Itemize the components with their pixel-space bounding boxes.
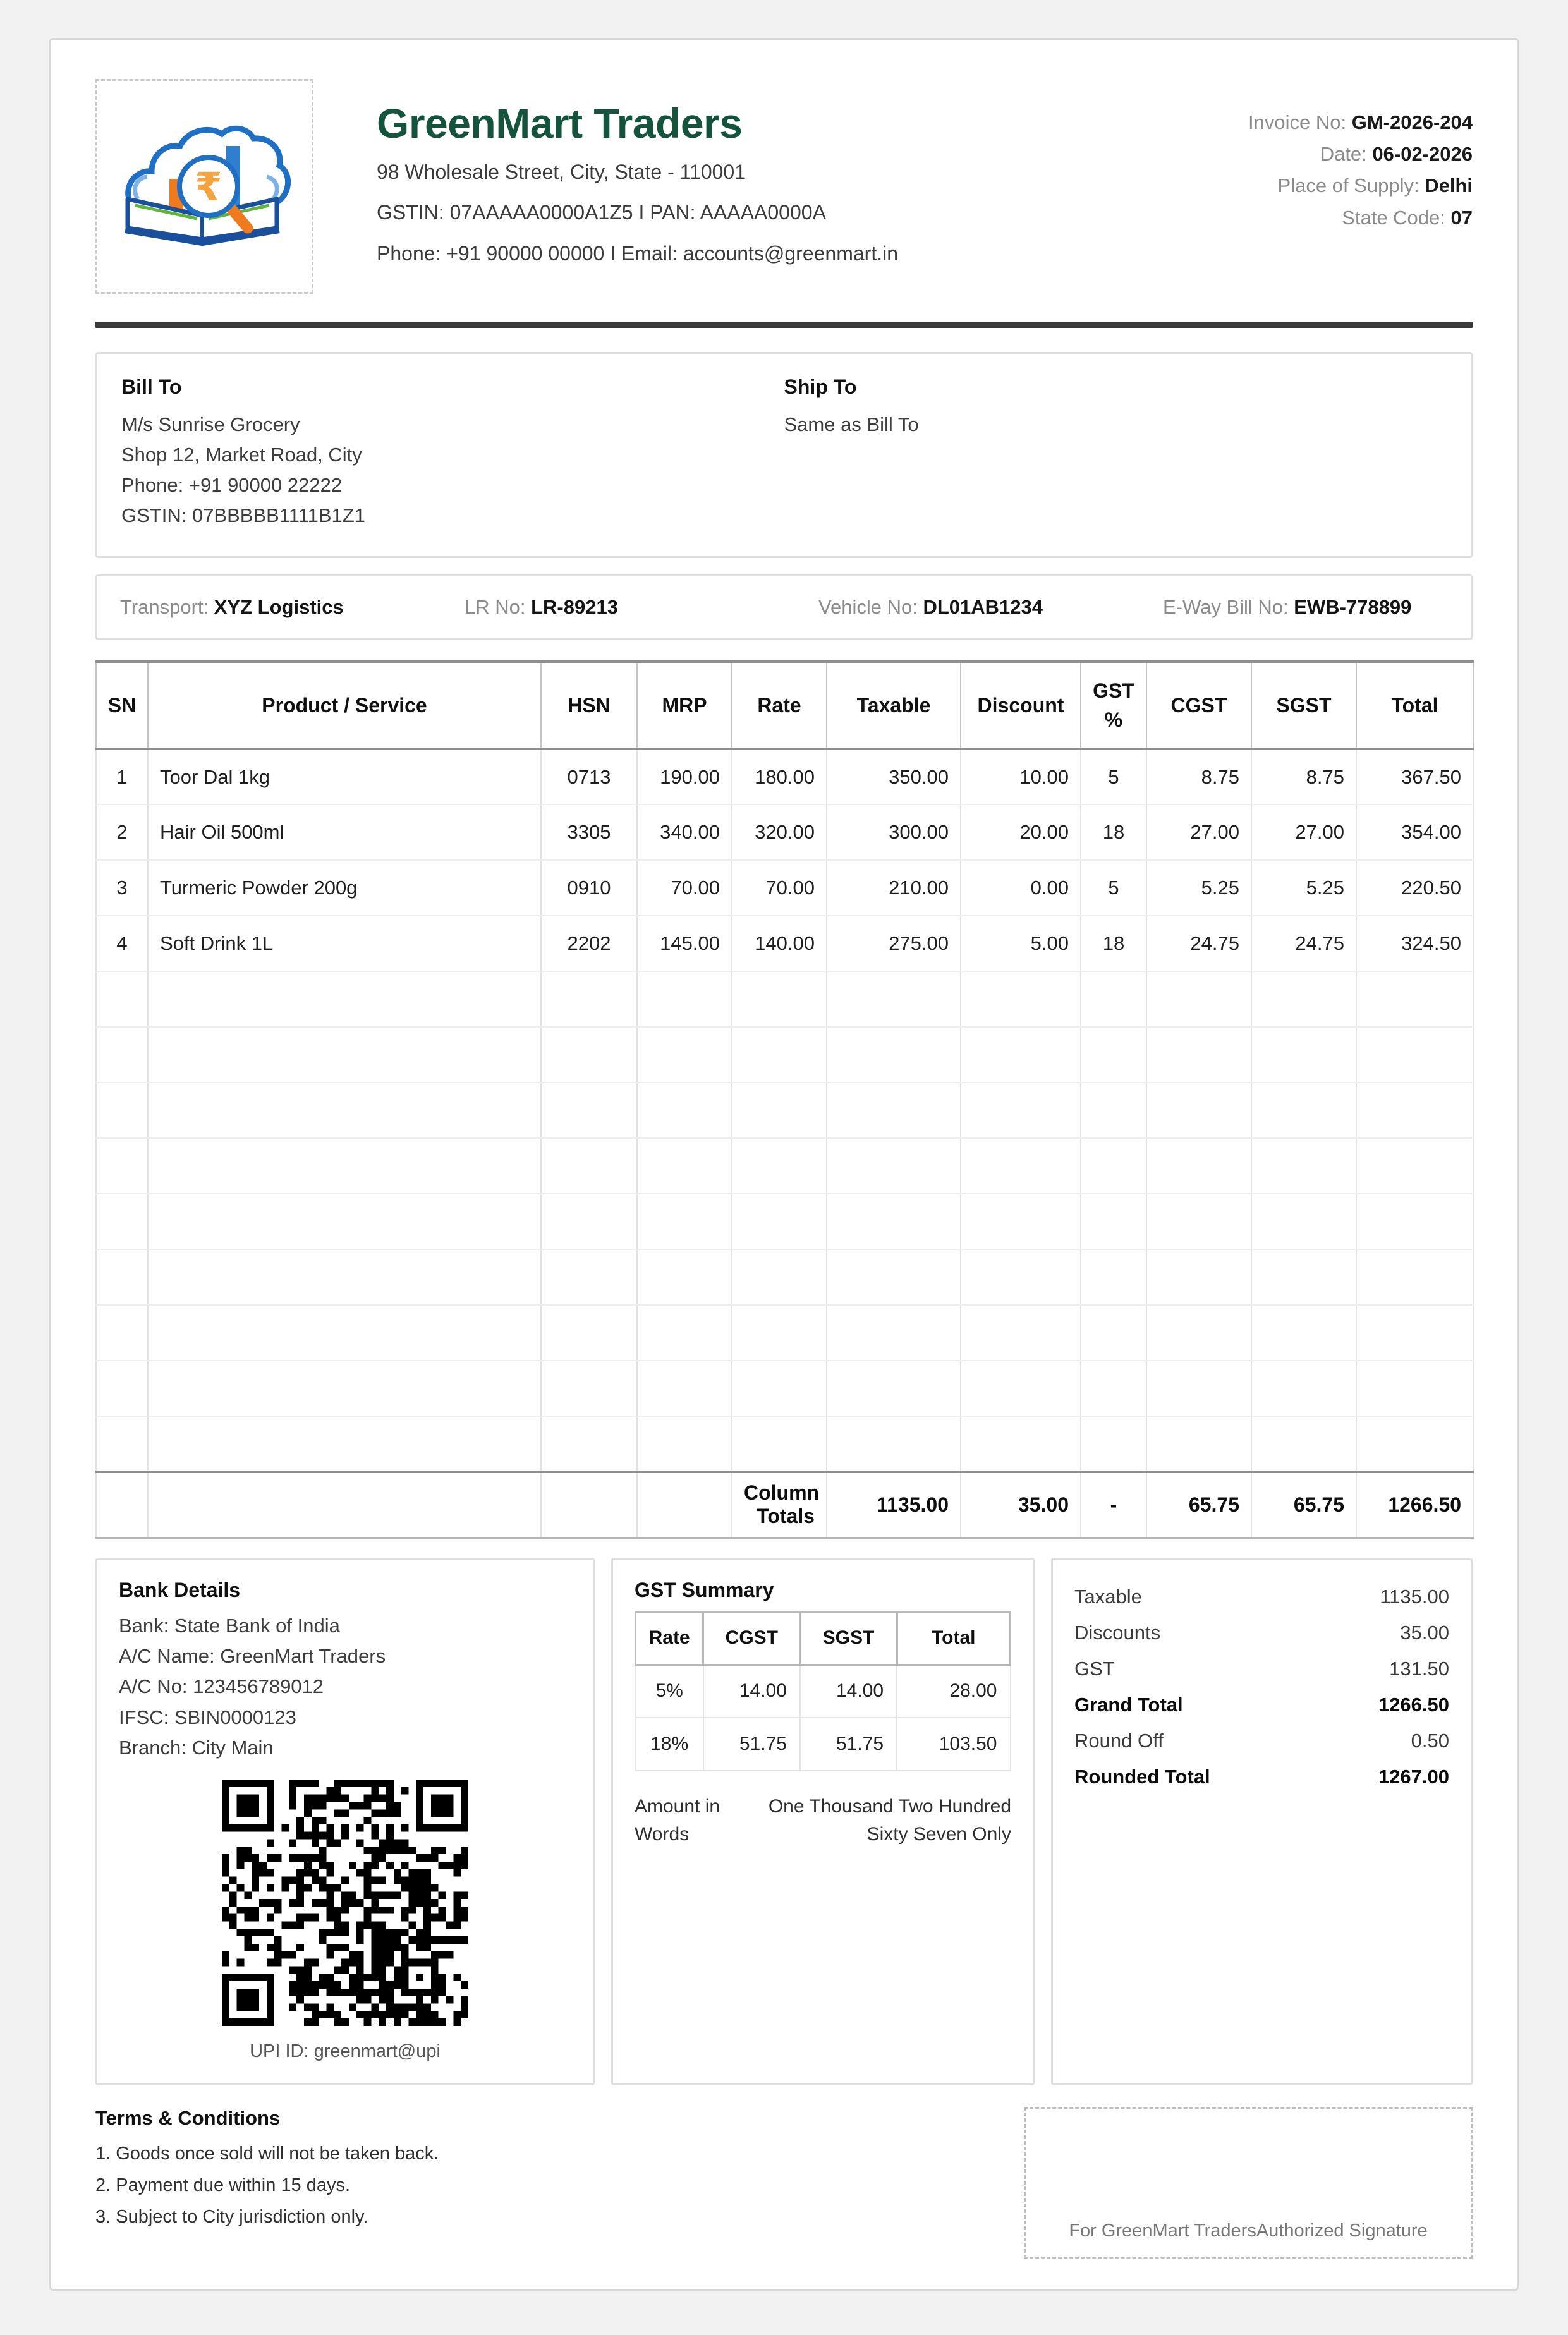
cell-sn: 4 — [96, 916, 148, 971]
cell-total: 354.00 — [1356, 804, 1473, 860]
table-row-empty — [96, 1305, 1473, 1361]
totals-label: Taxable — [1074, 1585, 1142, 1608]
table-row — [96, 749, 1473, 804]
place-of-supply-row — [1176, 170, 1473, 202]
cell-discount: 10.00 — [961, 749, 1081, 804]
terms-item: 2. Payment due within 15 days. — [95, 2175, 351, 2196]
gst-cgst: 14.00 — [703, 1665, 800, 1718]
bank-line: A/C Name: GreenMart Traders — [119, 1645, 386, 1668]
cell-discount: 5.00 — [961, 916, 1081, 971]
total-sgst: 65.75 — [1251, 1472, 1356, 1537]
cell-mrp: 190.00 — [637, 749, 732, 804]
invoice-date-label: Date: — [1320, 143, 1367, 166]
total-discount: 35.00 — [961, 1472, 1081, 1537]
invoice-footer — [95, 2107, 1473, 2259]
table-row-empty — [96, 1083, 1473, 1138]
cell-taxable: 210.00 — [827, 860, 961, 916]
invoice-meta-block — [1176, 79, 1473, 234]
gst-summary-table — [635, 1611, 1011, 1772]
line-items-table — [95, 660, 1474, 1539]
place-of-supply-value: Delhi — [1425, 174, 1473, 197]
transport-strip — [95, 574, 1473, 640]
qr-container — [119, 1780, 571, 2026]
cell-mrp: 145.00 — [637, 916, 732, 971]
amount-in-words-value: One Thousand Two Hundred Sixty Seven Only — [768, 1796, 1011, 1845]
cell-mrp: 340.00 — [637, 804, 732, 860]
col-sn: SN — [96, 662, 148, 749]
cell-cgst: 8.75 — [1146, 749, 1251, 804]
gst-col-total: Total — [897, 1611, 1010, 1665]
cell-gst-percent: 18 — [1081, 916, 1146, 971]
gst-rate: 18% — [636, 1718, 703, 1771]
gst-total: 103.50 — [897, 1718, 1010, 1771]
totals-value: 0.50 — [1411, 1729, 1449, 1752]
totals-panel — [1051, 1558, 1473, 2086]
table-row — [96, 916, 1473, 971]
totals-row — [1074, 1651, 1449, 1687]
cell-rate: 180.00 — [732, 749, 827, 804]
state-code-row — [1176, 202, 1473, 234]
upi-qr-code — [222, 1780, 468, 2026]
cell-discount: 0.00 — [961, 860, 1081, 916]
invoice-number-row — [1176, 107, 1473, 138]
totals-label: Discounts — [1074, 1621, 1161, 1644]
totals-value: 1135.00 — [1380, 1585, 1449, 1608]
vehicle-value: DL01AB1234 — [923, 596, 1043, 619]
cell-total: 220.50 — [1356, 860, 1473, 916]
cell-hsn: 0910 — [541, 860, 637, 916]
lr-label: LR No: — [465, 596, 526, 619]
cell-mrp: 70.00 — [637, 860, 732, 916]
cell-sgst: 24.75 — [1251, 916, 1356, 971]
bill-to-line: Shop 12, Market Road, City — [121, 444, 362, 466]
gst-summary-panel — [611, 1558, 1035, 2086]
gst-col-cgst: CGST — [703, 1611, 800, 1665]
cell-cgst: 5.25 — [1146, 860, 1251, 916]
place-of-supply-label: Place of Supply: — [1277, 174, 1419, 197]
cell-sgst: 5.25 — [1251, 860, 1356, 916]
company-name: GreenMart Traders — [377, 100, 743, 147]
totals-row-rounded-total — [1074, 1759, 1449, 1795]
items-filler-rows — [96, 971, 1473, 1472]
column-totals-row — [96, 1472, 1473, 1537]
cell-gst-percent: 5 — [1081, 860, 1146, 916]
summary-panels — [95, 1558, 1473, 2086]
table-row-empty — [96, 1249, 1473, 1305]
upi-id-text: UPI ID: greenmart@upi — [250, 2041, 441, 2062]
table-row-empty — [96, 1361, 1473, 1416]
col-gst-percent — [1081, 662, 1146, 749]
totals-label: GST — [1074, 1657, 1115, 1680]
bank-heading: Bank Details — [119, 1578, 241, 1601]
lr-value: LR-89213 — [531, 596, 618, 619]
terms-item: 1. Goods once sold will not be taken back. — [95, 2144, 439, 2164]
cell-total: 324.50 — [1356, 916, 1473, 971]
lr-field — [465, 596, 818, 619]
table-row-empty — [96, 1138, 1473, 1194]
cell-product: Turmeric Powder 200g — [148, 860, 541, 916]
bill-to-block — [121, 375, 784, 531]
invoice-number-label: Invoice No: — [1248, 111, 1347, 133]
cell-sn: 3 — [96, 860, 148, 916]
col-mrp: MRP — [637, 662, 732, 749]
col-taxable: Taxable — [827, 662, 961, 749]
totals-value: 131.50 — [1389, 1657, 1449, 1680]
company-address: 98 Wholesale Street, City, State - 110001 — [377, 161, 746, 184]
cell-hsn: 0713 — [541, 749, 637, 804]
items-totals — [96, 1472, 1473, 1537]
cell-cgst: 27.00 — [1146, 804, 1251, 860]
gst-summary-heading: GST Summary — [635, 1578, 774, 1601]
logo-container — [95, 79, 313, 294]
gst-header-row — [636, 1611, 1011, 1665]
bill-to-line: M/s Sunrise Grocery — [121, 413, 300, 435]
gst-total: 28.00 — [897, 1665, 1010, 1718]
totals-row — [1074, 1723, 1449, 1759]
ship-to-heading: Ship To — [784, 375, 857, 398]
invoice-page — [49, 38, 1519, 2291]
total-cgst: 65.75 — [1146, 1472, 1251, 1537]
invoice-date-row — [1176, 138, 1473, 170]
total-taxable: 1135.00 — [827, 1472, 961, 1537]
party-section — [95, 352, 1473, 558]
cell-product: Toor Dal 1kg — [148, 749, 541, 804]
eway-field — [1163, 596, 1448, 619]
col-product: Product / Service — [148, 662, 541, 749]
totals-label: Round Off — [1074, 1729, 1164, 1752]
cell-taxable: 275.00 — [827, 916, 961, 971]
state-code-label: State Code: — [1342, 206, 1445, 229]
table-row-empty — [96, 1027, 1473, 1083]
cell-taxable: 350.00 — [827, 749, 961, 804]
totals-label: Grand Total — [1074, 1693, 1183, 1716]
cell-sgst: 27.00 — [1251, 804, 1356, 860]
cell-cgst: 24.75 — [1146, 916, 1251, 971]
col-total: Total — [1356, 662, 1473, 749]
terms-heading: Terms & Conditions — [95, 2107, 281, 2130]
bill-to-heading: Bill To — [121, 375, 182, 398]
transport-field — [120, 596, 465, 619]
vehicle-field — [818, 596, 1163, 619]
cloud-book-chart-rupee-logo — [116, 101, 293, 272]
gst-sgst: 14.00 — [800, 1665, 897, 1718]
company-block — [313, 79, 1176, 267]
totals-row — [1074, 1615, 1449, 1651]
transport-label: Transport: — [120, 596, 209, 619]
signature-box — [1024, 2107, 1473, 2259]
col-gst-percent-line1: GST — [1093, 679, 1134, 702]
table-row-empty — [96, 971, 1473, 1027]
terms-item: 3. Subject to City jurisdiction only. — [95, 2207, 368, 2228]
totals-row-grand-total — [1074, 1687, 1449, 1723]
cell-gst-percent: 5 — [1081, 749, 1146, 804]
items-header-row — [96, 662, 1473, 749]
ship-to-block — [784, 375, 1447, 531]
table-row — [96, 860, 1473, 916]
totals-value: 1266.50 — [1378, 1693, 1449, 1716]
bank-details-panel — [95, 1558, 595, 2086]
transport-value: XYZ Logistics — [214, 596, 344, 619]
gst-rate: 5% — [636, 1665, 703, 1718]
total-grand: 1266.50 — [1356, 1472, 1473, 1537]
cell-rate: 140.00 — [732, 916, 827, 971]
invoice-date-value: 06-02-2026 — [1372, 143, 1473, 166]
col-rate: Rate — [732, 662, 827, 749]
ship-to-line: Same as Bill To — [784, 413, 919, 435]
terms-block — [95, 2107, 999, 2233]
gst-row — [636, 1718, 1011, 1771]
cell-hsn: 3305 — [541, 804, 637, 860]
column-totals-label: Column Totals — [732, 1472, 827, 1537]
cell-product: Hair Oil 500ml — [148, 804, 541, 860]
col-cgst: CGST — [1146, 662, 1251, 749]
cell-sn: 2 — [96, 804, 148, 860]
bank-line: Bank: State Bank of India — [119, 1614, 340, 1637]
gst-col-sgst: SGST — [800, 1611, 897, 1665]
company-gstin-pan: GSTIN: 07AAAAA0000A1Z5 I PAN: AAAAA0000A — [377, 201, 826, 224]
table-row-empty — [96, 1416, 1473, 1472]
invoice-number-value: GM-2026-204 — [1351, 111, 1473, 133]
invoice-header — [95, 79, 1473, 294]
table-row-empty — [96, 1194, 1473, 1249]
gst-col-rate: Rate — [636, 1611, 703, 1665]
company-contact: Phone: +91 90000 00000 I Email: accounts@greenmart.in — [377, 241, 899, 265]
gst-row — [636, 1665, 1011, 1718]
cell-rate: 70.00 — [732, 860, 827, 916]
bank-line: Branch: City Main — [119, 1737, 274, 1759]
cell-total: 367.50 — [1356, 749, 1473, 804]
col-discount: Discount — [961, 662, 1081, 749]
eway-label: E-Way Bill No: — [1163, 596, 1289, 619]
col-sgst: SGST — [1251, 662, 1356, 749]
totals-row — [1074, 1579, 1449, 1615]
cell-sgst: 8.75 — [1251, 749, 1356, 804]
bank-line: IFSC: SBIN0000123 — [119, 1706, 296, 1728]
totals-value: 35.00 — [1400, 1621, 1449, 1644]
bank-line: A/C No: 123456789012 — [119, 1675, 324, 1698]
table-row — [96, 804, 1473, 860]
state-code-value: 07 — [1450, 206, 1473, 229]
cell-taxable: 300.00 — [827, 804, 961, 860]
gst-sgst: 51.75 — [800, 1718, 897, 1771]
header-divider — [95, 322, 1473, 328]
cell-discount: 20.00 — [961, 804, 1081, 860]
svg-text:₹: ₹ — [194, 164, 222, 210]
cell-product: Soft Drink 1L — [148, 916, 541, 971]
vehicle-label: Vehicle No: — [818, 596, 918, 619]
totals-label: Rounded Total — [1074, 1765, 1210, 1788]
amount-in-words-label: Amount in Words — [635, 1796, 720, 1845]
eway-value: EWB-778899 — [1294, 596, 1412, 619]
cell-gst-percent: 18 — [1081, 804, 1146, 860]
gst-cgst: 51.75 — [703, 1718, 800, 1771]
items-body — [96, 749, 1473, 971]
amount-in-words-row — [635, 1793, 1011, 1848]
cell-hsn: 2202 — [541, 916, 637, 971]
total-gst-percent: - — [1081, 1472, 1146, 1537]
col-hsn: HSN — [541, 662, 637, 749]
totals-value: 1267.00 — [1378, 1765, 1449, 1788]
cell-sn: 1 — [96, 749, 148, 804]
bill-to-line: Phone: +91 90000 22222 — [121, 474, 343, 497]
signature-text: For GreenMart TradersAuthorized Signature — [1069, 2221, 1428, 2241]
col-gst-percent-line2: % — [1104, 708, 1123, 732]
cell-rate: 320.00 — [732, 804, 827, 860]
bill-to-line: GSTIN: 07BBBBB1111B1Z1 — [121, 504, 365, 527]
